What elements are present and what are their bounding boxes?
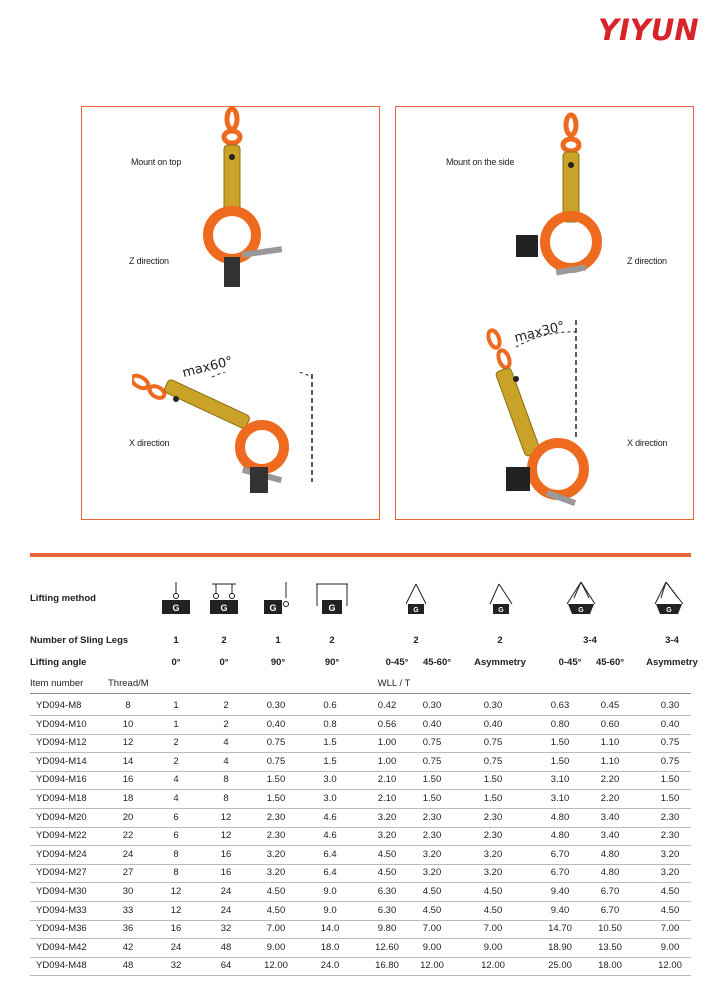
thread-cell: 36 [122, 923, 134, 935]
wll-side-single-cell: 4.50 [266, 904, 286, 916]
wll-multi-45-60-cell: 13.50 [598, 941, 622, 953]
wll-two-leg-asym-cell: 3.20 [483, 867, 503, 879]
wll-two-leg-45-60-cell: 3.20 [422, 867, 442, 879]
section-divider [30, 553, 691, 557]
wll-vertical-double-cell: 2 [223, 718, 229, 730]
wll-two-leg-45-60-cell: 1.50 [422, 793, 442, 804]
row-divider [30, 734, 691, 735]
sling-legs-value: 2 [329, 635, 335, 646]
wll-multi-asym-cell: 1.50 [660, 793, 680, 804]
wll-vertical-single-cell: 12 [170, 886, 182, 897]
wll-multi-asym-cell: 1.50 [660, 774, 680, 786]
wll-vertical-single-cell: 2 [173, 755, 179, 767]
wll-vertical-double-cell: 2 [223, 700, 229, 711]
item-number-cell: YD094-M27 [36, 867, 87, 879]
wll-side-single-cell: 0.30 [266, 700, 286, 711]
mount-side-label: Mount on the side [446, 157, 515, 167]
item-number-cell: YD094-M42 [36, 941, 87, 953]
wll-vertical-single-cell: 6 [173, 811, 179, 823]
wll-side-double-cell: 3.0 [323, 774, 337, 786]
wll-vertical-double-cell: 32 [220, 923, 232, 935]
wll-side-double-cell: 4.6 [323, 811, 337, 823]
wll-multi-45-60-cell: 6.70 [600, 904, 620, 916]
wll-vertical-single-cell: 2 [173, 737, 179, 749]
thread-cell: 33 [122, 904, 134, 916]
wll-side-single-cell: 2.30 [266, 811, 286, 823]
wll-two-leg-asym-cell: 1.50 [483, 793, 503, 804]
wll-two-leg-0-45-cell: 1.00 [377, 755, 397, 767]
wll-multi-45-60-cell: 4.80 [600, 848, 620, 860]
row-divider [30, 882, 691, 883]
thread-cell: 18 [122, 793, 134, 804]
wll-multi-asym-cell: 9.00 [660, 941, 680, 953]
wll-side-double-cell: 1.5 [323, 737, 337, 749]
lifting-method-label: Lifting method [30, 593, 96, 604]
item-number-cell: YD094-M30 [36, 886, 87, 897]
lifting-angle-value: Asymmetry [646, 657, 698, 668]
side-ring-vertical-illustration [516, 107, 636, 297]
wll-two-leg-0-45-cell: 3.20 [377, 811, 397, 823]
lifting-angle-value: Asymmetry [474, 657, 526, 668]
wll-vertical-double-cell: 8 [223, 793, 229, 804]
row-divider [30, 957, 691, 958]
wll-two-leg-45-60-cell: 3.20 [422, 848, 442, 860]
wll-multi-asym-cell: 2.30 [660, 830, 680, 842]
thread-cell: 22 [122, 830, 134, 842]
svg-text:G: G [578, 607, 584, 614]
hoist-ring-vertical-illustration [202, 107, 302, 307]
svg-text:G: G [172, 603, 180, 613]
wll-side-double-cell: 4.6 [323, 830, 337, 842]
wll-two-leg-0-45-cell: 2.10 [377, 774, 397, 786]
mount-side-panel [395, 106, 694, 520]
thread-cell: 24 [122, 848, 134, 860]
svg-text:G: G [413, 607, 419, 614]
wll-side-double-cell: 0.6 [323, 700, 337, 711]
row-divider [30, 771, 691, 772]
wll-multi-45-60-cell: 6.70 [600, 886, 620, 897]
multi-leg-icon [564, 578, 598, 616]
wll-multi-asym-cell: 3.20 [660, 867, 680, 879]
wll-two-leg-asym-cell: 2.30 [483, 811, 503, 823]
thread-header: Thread/M [108, 678, 149, 689]
thread-cell: 20 [122, 811, 134, 823]
wll-two-leg-0-45-cell: 6.30 [377, 886, 397, 897]
wll-multi-0-45-cell: 3.10 [550, 774, 570, 786]
wll-two-leg-asym-cell: 0.30 [483, 700, 503, 711]
lifting-angle-value: 90° [270, 657, 286, 668]
wll-two-leg-asym-cell: 4.50 [483, 904, 503, 916]
wll-side-double-cell: 6.4 [323, 848, 337, 860]
lifting-angle-value: 90° [324, 657, 340, 668]
wll-side-double-cell: 3.0 [323, 793, 337, 804]
wll-multi-0-45-cell: 9.40 [550, 886, 570, 897]
lifting-angle-value: 0° [171, 657, 181, 668]
wll-multi-0-45-cell: 25.00 [548, 960, 572, 972]
item-number-cell: YD094-M22 [36, 830, 87, 842]
wll-multi-45-60-cell: 2.20 [600, 774, 620, 786]
wll-multi-asym-cell: 12.00 [658, 960, 682, 972]
wll-side-single-cell: 3.20 [266, 867, 286, 879]
wll-vertical-single-cell: 24 [170, 941, 182, 953]
wll-side-double-cell: 0.8 [323, 718, 337, 730]
wll-side-single-cell: 3.20 [266, 848, 286, 860]
wll-multi-0-45-cell: 4.80 [550, 811, 570, 823]
wll-multi-45-60-cell: 0.45 [600, 700, 620, 711]
max30-angle-label: max30° [512, 319, 567, 346]
wll-two-leg-45-60-cell: 7.00 [422, 923, 442, 935]
wll-side-single-cell: 7.00 [266, 923, 286, 935]
wll-side-single-cell: 9.00 [266, 941, 286, 953]
wll-multi-0-45-cell: 3.10 [550, 793, 570, 804]
wll-vertical-double-cell: 64 [220, 960, 232, 972]
wll-multi-asym-cell: 0.75 [660, 737, 680, 749]
wll-two-leg-45-60-cell: 2.30 [422, 830, 442, 842]
wll-two-leg-45-60-cell: 12.00 [420, 960, 444, 972]
wll-side-single-cell: 2.30 [266, 830, 286, 842]
wll-two-leg-45-60-cell: 1.50 [422, 774, 442, 786]
svg-text:G: G [498, 607, 504, 614]
wll-multi-45-60-cell: 2.20 [600, 793, 620, 804]
wll-multi-0-45-cell: 6.70 [550, 848, 570, 860]
wll-vertical-single-cell: 8 [173, 848, 179, 860]
wll-side-double-cell: 9.0 [323, 904, 337, 916]
row-divider [30, 808, 691, 809]
vertical-single-icon [160, 580, 192, 616]
wll-multi-asym-cell: 0.30 [660, 700, 680, 711]
wll-two-leg-0-45-cell: 3.20 [377, 830, 397, 842]
wll-two-leg-asym-cell: 4.50 [483, 886, 503, 897]
wll-two-leg-asym-cell: 0.75 [483, 737, 503, 749]
wll-vertical-double-cell: 12 [220, 830, 232, 842]
max60-angle-label: max60° [180, 354, 235, 381]
wll-two-leg-asym-cell: 0.40 [483, 718, 503, 730]
wll-side-single-cell: 12.00 [264, 960, 288, 972]
wll-multi-asym-cell: 4.50 [660, 904, 680, 916]
wll-header: WLL / T [377, 678, 411, 689]
wll-vertical-double-cell: 48 [220, 941, 232, 953]
side-double-icon [314, 580, 350, 616]
wll-two-leg-45-60-cell: 0.40 [422, 718, 442, 730]
wll-side-single-cell: 0.75 [266, 755, 286, 767]
wll-two-leg-0-45-cell: 0.42 [377, 700, 397, 711]
wll-vertical-single-cell: 16 [170, 923, 182, 935]
wll-multi-45-60-cell: 3.40 [600, 811, 620, 823]
wll-side-single-cell: 0.75 [266, 737, 286, 749]
wll-side-double-cell: 1.5 [323, 755, 337, 767]
row-divider [30, 864, 691, 865]
wll-two-leg-0-45-cell: 1.00 [377, 737, 397, 749]
wll-multi-asym-cell: 4.50 [660, 886, 680, 897]
wll-multi-0-45-cell: 6.70 [550, 867, 570, 879]
svg-text:G: G [220, 603, 228, 613]
item-number-cell: YD094-M18 [36, 793, 87, 804]
wll-vertical-double-cell: 16 [220, 867, 232, 879]
wll-two-leg-0-45-cell: 9.80 [377, 923, 397, 935]
item-number-cell: YD094-M33 [36, 904, 87, 916]
wll-vertical-double-cell: 24 [220, 904, 232, 916]
wll-side-double-cell: 18.0 [320, 941, 340, 953]
wll-side-single-cell: 1.50 [266, 793, 286, 804]
row-divider [30, 715, 691, 716]
lifting-angle-value: 0° [219, 657, 229, 668]
sling-legs-value: 2 [413, 635, 419, 646]
mount-top-panel [81, 106, 380, 520]
wll-multi-0-45-cell: 0.80 [550, 718, 570, 730]
sling-legs-value: 3-4 [583, 635, 597, 646]
wll-two-leg-asym-cell: 2.30 [483, 830, 503, 842]
wll-multi-0-45-cell: 1.50 [550, 755, 570, 767]
wll-multi-45-60-cell: 1.10 [600, 755, 620, 767]
item-number-cell: YD094-M12 [36, 737, 87, 749]
wll-vertical-single-cell: 4 [173, 774, 179, 786]
wll-two-leg-asym-cell: 1.50 [483, 774, 503, 786]
wll-vertical-single-cell: 1 [173, 718, 179, 730]
wll-multi-0-45-cell: 1.50 [550, 737, 570, 749]
wll-multi-asym-cell: 3.20 [660, 848, 680, 860]
row-divider [30, 938, 691, 939]
lifting-angle-value: 45-60° [595, 657, 625, 668]
svg-text:G: G [328, 603, 336, 613]
wll-vertical-double-cell: 4 [223, 737, 229, 749]
wll-two-leg-45-60-cell: 0.75 [422, 755, 442, 767]
svg-text:G: G [666, 607, 672, 614]
lifting-angle-value: 45-60° [422, 657, 452, 668]
wll-side-single-cell: 1.50 [266, 774, 286, 786]
sling-legs-value: 3-4 [665, 635, 679, 646]
wll-two-leg-0-45-cell: 0.56 [377, 718, 397, 730]
wll-two-leg-asym-cell: 0.75 [483, 755, 503, 767]
thread-cell: 48 [122, 960, 134, 972]
thread-cell: 42 [122, 941, 134, 953]
item-number-cell: YD094-M8 [36, 700, 82, 711]
wll-side-single-cell: 0.40 [266, 718, 286, 730]
wll-multi-45-60-cell: 0.60 [600, 718, 620, 730]
item-number-cell: YD094-M24 [36, 848, 87, 860]
wll-two-leg-asym-cell: 7.00 [483, 923, 503, 935]
sling-legs-value: 1 [173, 635, 179, 646]
thread-cell: 10 [122, 718, 134, 730]
item-number-cell: YD094-M20 [36, 811, 87, 823]
side-single-icon [262, 580, 294, 616]
wll-vertical-double-cell: 16 [220, 848, 232, 860]
svg-text:G: G [269, 603, 277, 613]
wll-side-double-cell: 6.4 [323, 867, 337, 879]
wll-two-leg-45-60-cell: 9.00 [422, 941, 442, 953]
multi-leg-asym-icon [652, 578, 686, 616]
wll-two-leg-45-60-cell: 4.50 [422, 886, 442, 897]
row-divider [30, 789, 691, 790]
row-divider [30, 752, 691, 753]
wll-two-leg-asym-cell: 9.00 [483, 941, 503, 953]
wll-multi-asym-cell: 0.40 [660, 718, 680, 730]
wll-multi-0-45-cell: 0.63 [550, 700, 570, 711]
wll-vertical-double-cell: 4 [223, 755, 229, 767]
sling-legs-label: Number of Sling Legs [30, 635, 129, 646]
wll-vertical-single-cell: 6 [173, 830, 179, 842]
thread-cell: 8 [125, 700, 131, 711]
wll-vertical-single-cell: 4 [173, 793, 179, 804]
wll-two-leg-0-45-cell: 16.80 [375, 960, 399, 972]
lifting-angle-value: 0-45° [385, 657, 409, 668]
z-direction-label: Z direction [129, 256, 169, 266]
wll-two-leg-45-60-cell: 4.50 [422, 904, 442, 916]
row-divider [30, 975, 691, 976]
item-number-cell: YD094-M14 [36, 755, 87, 767]
row-divider [30, 920, 691, 921]
wll-two-leg-0-45-cell: 4.50 [377, 848, 397, 860]
wll-two-leg-asym-cell: 12.00 [481, 960, 505, 972]
x-direction-label: X direction [627, 438, 668, 448]
wll-multi-45-60-cell: 3.40 [600, 830, 620, 842]
wll-vertical-single-cell: 32 [170, 960, 182, 972]
header-divider [30, 693, 691, 694]
wll-side-double-cell: 24.0 [320, 960, 340, 972]
thread-cell: 27 [122, 867, 134, 879]
wll-multi-asym-cell: 0.75 [660, 755, 680, 767]
wll-two-leg-45-60-cell: 2.30 [422, 811, 442, 823]
two-leg-asym-icon [487, 580, 515, 616]
wll-multi-asym-cell: 7.00 [660, 923, 680, 935]
wll-two-leg-0-45-cell: 2.10 [377, 793, 397, 804]
wll-two-leg-0-45-cell: 6.30 [377, 904, 397, 916]
row-divider [30, 901, 691, 902]
item-number-cell: YD094-M48 [36, 960, 87, 972]
lifting-angle-label: Lifting angle [30, 657, 87, 668]
wll-multi-0-45-cell: 9.40 [550, 904, 570, 916]
brand-logo: YIYUN [598, 13, 699, 47]
wll-multi-0-45-cell: 4.80 [550, 830, 570, 842]
item-number-cell: YD094-M36 [36, 923, 87, 935]
wll-multi-0-45-cell: 18.90 [548, 941, 572, 953]
wll-two-leg-0-45-cell: 12.60 [375, 941, 399, 953]
wll-two-leg-0-45-cell: 4.50 [377, 867, 397, 879]
mount-top-label: Mount on top [131, 157, 182, 167]
hoist-ring-angled-illustration [132, 372, 332, 512]
wll-side-double-cell: 9.0 [323, 886, 337, 897]
wll-vertical-double-cell: 12 [220, 811, 232, 823]
wll-multi-45-60-cell: 4.80 [600, 867, 620, 879]
wll-vertical-single-cell: 12 [170, 904, 182, 916]
thread-cell: 30 [122, 886, 134, 897]
wll-two-leg-asym-cell: 3.20 [483, 848, 503, 860]
item-number-header: Item number [30, 678, 84, 689]
wll-two-leg-45-60-cell: 0.30 [422, 700, 442, 711]
row-divider [30, 845, 691, 846]
vertical-double-icon [208, 580, 240, 616]
item-number-cell: YD094-M10 [36, 718, 87, 730]
sling-legs-value: 2 [497, 635, 503, 646]
thread-cell: 12 [122, 737, 134, 749]
wll-vertical-single-cell: 8 [173, 867, 179, 879]
wll-side-double-cell: 14.0 [320, 923, 340, 935]
wll-side-single-cell: 4.50 [266, 886, 286, 897]
wll-multi-45-60-cell: 1.10 [600, 737, 620, 749]
wll-vertical-double-cell: 24 [220, 886, 232, 897]
lifting-angle-value: 0-45° [558, 657, 582, 668]
item-number-cell: YD094-M16 [36, 774, 87, 786]
sling-legs-value: 1 [275, 635, 281, 646]
two-leg-angle-icon [402, 580, 430, 616]
wll-vertical-single-cell: 1 [173, 700, 179, 711]
wll-multi-45-60-cell: 10.50 [598, 923, 622, 935]
sling-legs-value: 2 [221, 635, 227, 646]
z-direction-label: Z direction [627, 256, 667, 266]
row-divider [30, 827, 691, 828]
wll-multi-asym-cell: 2.30 [660, 811, 680, 823]
wll-vertical-double-cell: 8 [223, 774, 229, 786]
wll-multi-0-45-cell: 14.70 [548, 923, 572, 935]
x-direction-label: X direction [129, 438, 170, 448]
wll-two-leg-45-60-cell: 0.75 [422, 737, 442, 749]
side-ring-angled-illustration [476, 317, 676, 517]
wll-multi-45-60-cell: 18.00 [598, 960, 622, 972]
thread-cell: 14 [122, 755, 134, 767]
thread-cell: 16 [122, 774, 134, 786]
